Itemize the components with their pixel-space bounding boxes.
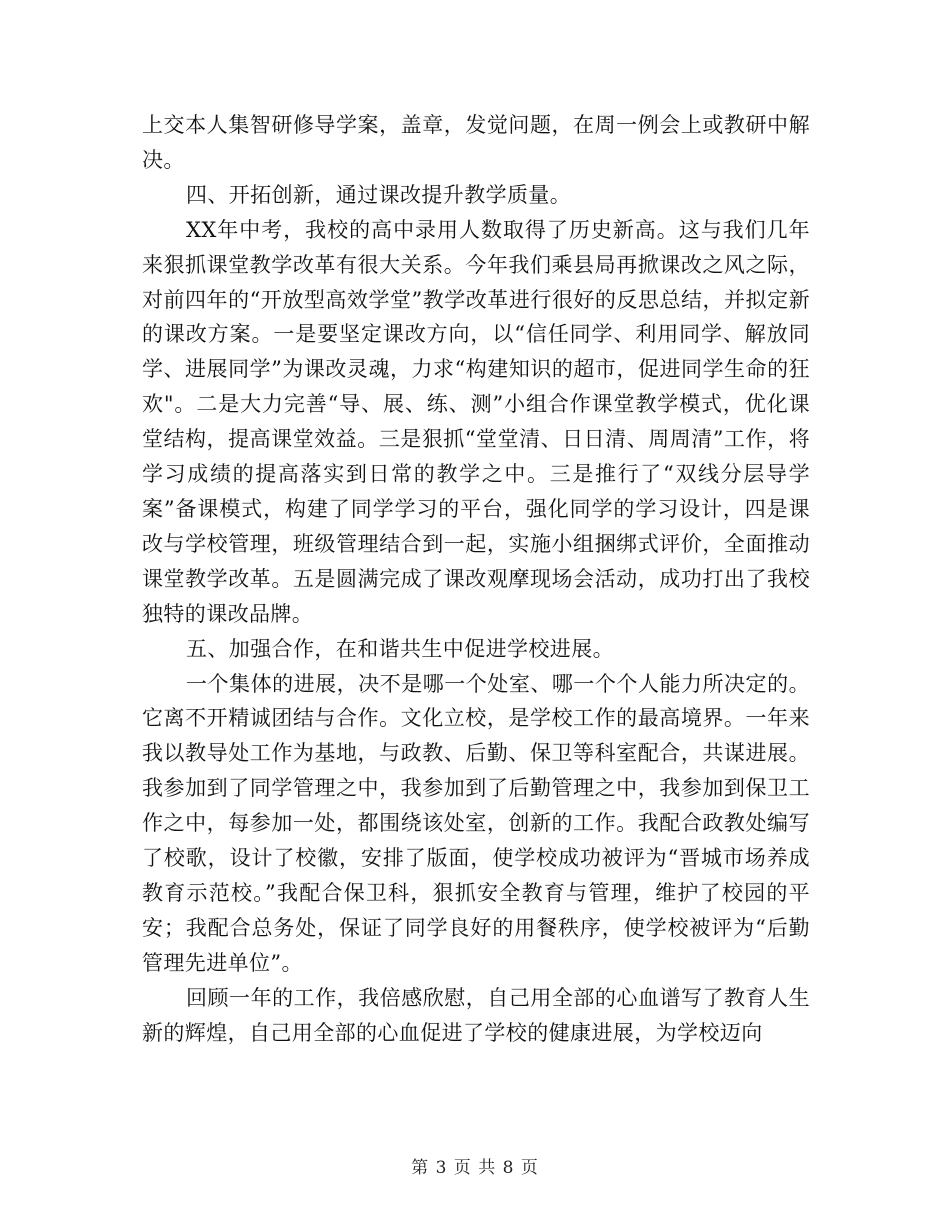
section-heading-4: 四、开拓创新，通过课改提升教学质量。 [186, 182, 572, 207]
paragraph-3: XX年中考，我校的高中录用人数取得了历史新高。这与我们几年来狠抓课堂教学改革有很大关系。今年我们乘县局再掀课改之风之际，对前四年的“开放型高效学堂”教学改革进行很好的反思总结，并拟定新的课改方案。一是要坚定课改方向，以“信任同学、利用同学、解放同学、进展同学”为课改灵魂，力求“构建知识的超市，促进同学生命的狂欢"。二是大力完善“导、展、练、测”小组合作课堂教学模式，优化课堂结构，提高课堂效益。三是狠抓“堂堂清、日日清、周周清”工作，将学习成绩的提高落实到日常的教学之中。三是推行了“双线分层导学案”备课模式，构建了同学学习的平台，强化同学的学习设计，四是课改与学校管理，班级管理结合到一起，实施小组捆绑式评价，全面推动课堂教学改革。五是圆满完成了课改观摩现场会活动，成功打出了我校独特的课改品牌。 [142, 217, 810, 626]
paragraph-1: 上交本人集智研修导学案，盖章，发觉问题，在周一例会上或教研中解决。 [142, 113, 810, 172]
paragraph-5: 一个集体的进展，决不是哪一个处室、哪一个个人能力所决定的。它离不开精诚团结与合作。文化立校，是学校工作的最高境界。一年来我以教导处工作为基地，与政教、后勤、保卫等科室配合，共谋进展。我参加到了同学管理之中，我参加到了后勤管理之中，我参加到保卫工作之中，每参加一处，都围绕该处室，创新的工作。我配合政教处编写了校歌，设计了校徽，安排了版面，使学校成功被评为“晋城市场养成教育示范校。”我配合保卫科，狠抓安全教育与管理，维护了校园的平安；我配合总务处，保证了同学良好的用餐秩序，使学校被评为“后勤管理先进单位”。 [142, 671, 810, 975]
section-heading-5: 五、加强合作，在和谐共生中促进学校进展。 [186, 636, 614, 661]
page-number-footer: 第 3 页 共 8 页 [411, 1158, 539, 1178]
paragraph-6: 回顾一年的工作，我倍感欣慰，自己用全部的心血谱写了教育人生新的辉煌，自己用全部的心血促进了学校的健康进展，为学校迈向 [142, 985, 810, 1045]
document-body [142, 108, 810, 1050]
